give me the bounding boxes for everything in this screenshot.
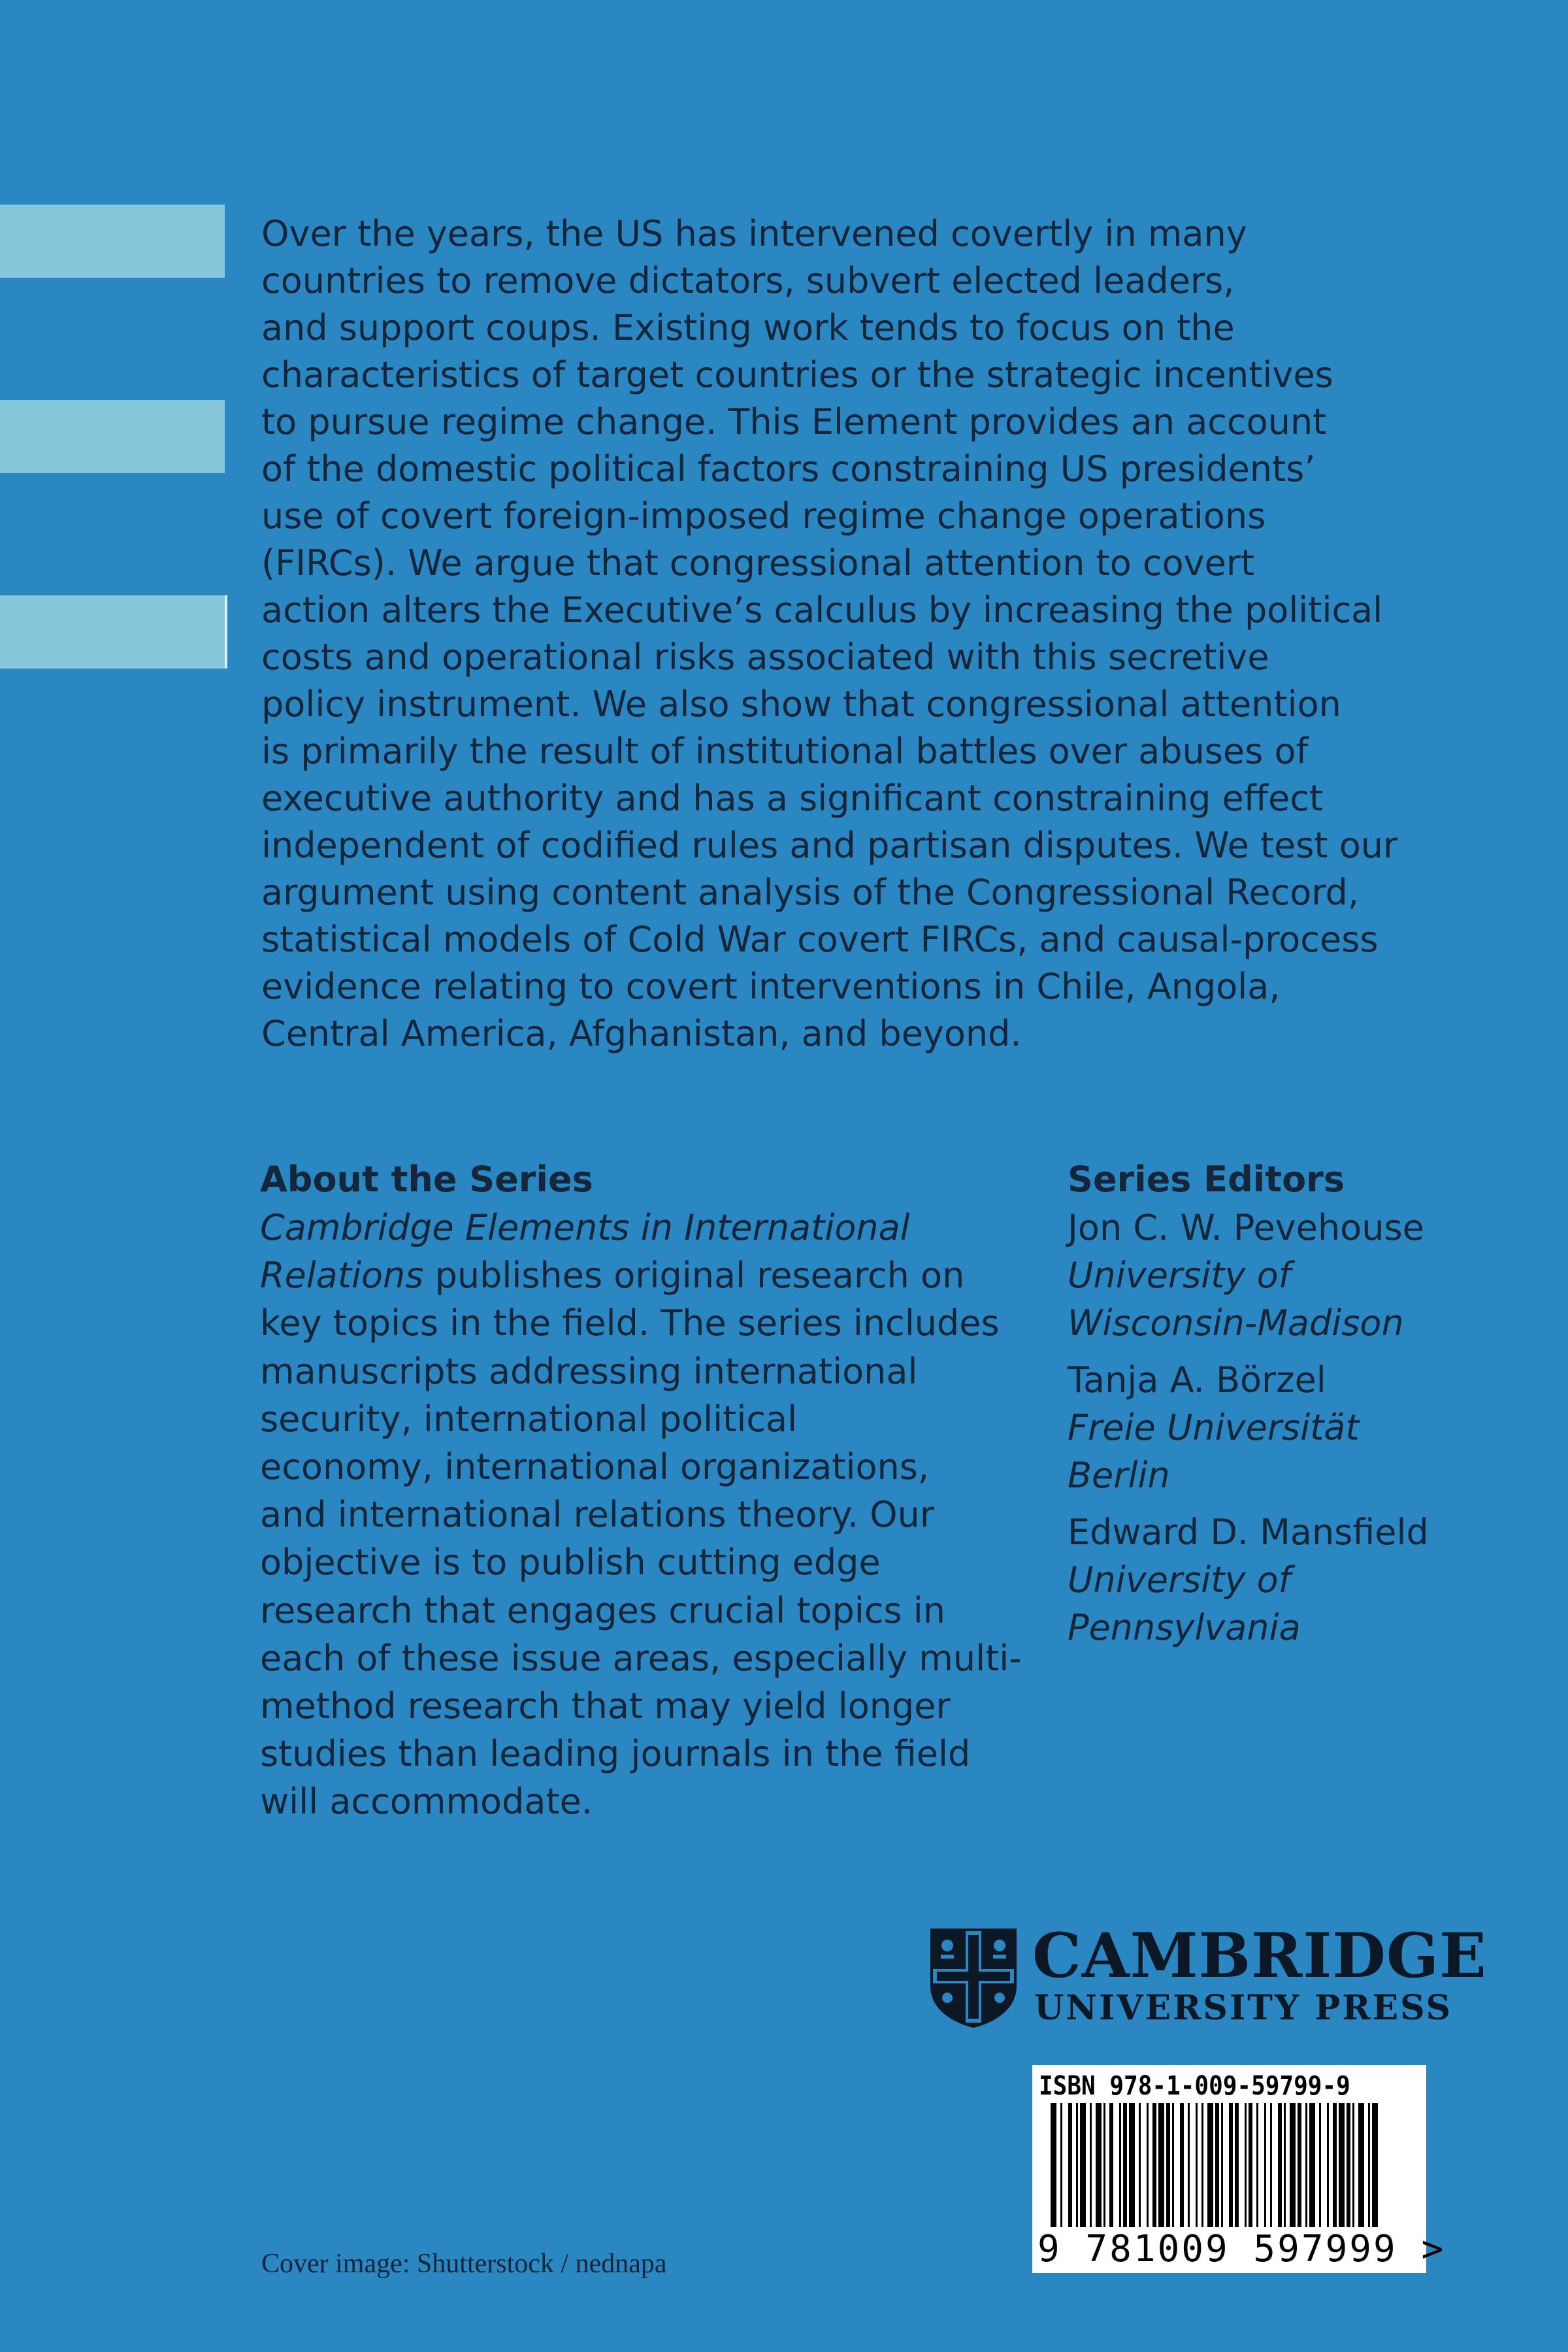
barcode-bar [1119, 2103, 1121, 2227]
barcode-bar [1060, 2103, 1062, 2227]
about-line: manuscripts addressing international [260, 1350, 918, 1392]
publisher-logo [928, 1920, 1487, 2032]
publisher-subname: UNIVERSITY PRESS [1034, 1988, 1453, 2028]
barcode-bar [1264, 2103, 1266, 2227]
blurb-line: action alters the Executive’s calculus by increasing the political [261, 589, 1383, 631]
editor-entry [1068, 1204, 1525, 1347]
blurb-line: policy instrument. We also show that congressional attention [261, 684, 1341, 725]
barcode-bar [1158, 2103, 1164, 2227]
barcode-bar [1245, 2103, 1247, 2227]
barcode-bar [1051, 2103, 1056, 2227]
blurb-line: and support coups. Existing work tends to focus on the [261, 307, 1235, 348]
barcode-bar [1352, 2103, 1354, 2227]
barcode-bar [1333, 2103, 1337, 2227]
barcode-bar [1196, 2103, 1198, 2227]
barcode-bar [1147, 2103, 1149, 2227]
blurb-line: characteristics of target countries or the strategic incentives [261, 354, 1333, 395]
barcode-bar [1152, 2103, 1156, 2227]
cover-image-credit: Cover image: Shutterstock / nednapa [261, 2249, 667, 2279]
series-editors [1068, 1155, 1525, 1661]
barcode-bar [1235, 2103, 1239, 2227]
blurb-line: executive authority and has a significant constraining effect [261, 778, 1324, 819]
barcode-bar [1298, 2103, 1301, 2227]
barcode-bar [1166, 2103, 1170, 2227]
editor-name: Edward D. Mansfield [1068, 1512, 1429, 1553]
blurb-line: to pursue regime change. This Element provides an account [261, 401, 1327, 442]
about-line: key topics in the field. The series includes [260, 1302, 1000, 1344]
editor-name: Jon C. W. Pevehouse [1068, 1207, 1424, 1248]
editor-affiliation: Berlin [1068, 1455, 1170, 1496]
barcode-bar [1188, 2103, 1190, 2227]
about-line: and international relations theory. Our [260, 1494, 935, 1536]
editor-entry [1068, 1356, 1525, 1499]
barcode-bar [1249, 2103, 1252, 2227]
barcode-bar [1172, 2103, 1174, 2227]
barcode-bar [1327, 2103, 1329, 2227]
editor-affiliation: Wisconsin-Madison [1068, 1302, 1404, 1344]
publisher-name: CAMBRIDGE [1032, 1920, 1487, 1992]
about-line: will accommodate. [260, 1781, 593, 1823]
barcode-bar [1139, 2103, 1141, 2227]
barcode-bar [1215, 2103, 1219, 2227]
about-line: each of these issue areas, especially multi- [260, 1637, 1022, 1679]
barcode-bar [1068, 2103, 1072, 2227]
isbn-barcode [1032, 2065, 1446, 2273]
barcode-bar [1090, 2103, 1092, 2227]
editor-affiliation: University of [1068, 1255, 1291, 1296]
cambridge-shield-icon [928, 1926, 1019, 2029]
blurb-line: (FIRCs). We argue that congressional attention to covert [261, 542, 1255, 584]
blurb-line: is primarily the result of institutional battles over abuses of [261, 731, 1309, 772]
blurb-line: independent of codified rules and partisan disputes. We test our [261, 825, 1398, 866]
barcode-bar [1129, 2103, 1135, 2227]
about-line: studies than leading journals in the field [260, 1733, 971, 1775]
blurb-line: of the domestic political factors constraining US presidents’ [261, 448, 1316, 489]
editor-affiliation: Pennsylvania [1068, 1607, 1301, 1648]
blurb-line: evidence relating to covert interventions in Chile, Angola, [261, 966, 1281, 1007]
about-the-series [260, 1155, 1044, 1826]
barcode-bar [1372, 2103, 1378, 2227]
barcode-bar [1180, 2103, 1184, 2227]
isbn-label: ISBN 978-1-009-59799-9 [1039, 2071, 1350, 2101]
barcode-bar [1109, 2103, 1113, 2227]
barcode-bar [1305, 2103, 1307, 2227]
about-line: economy, international organizations, [260, 1446, 930, 1488]
blurb-line: use of covert foreign-imposed regime change operations [261, 495, 1266, 537]
blurb-line: countries to remove dictators, subvert elected leaders, [261, 260, 1235, 301]
decorative-tab-2 [0, 400, 225, 473]
book-blurb [261, 210, 1437, 1057]
barcode-bar [1076, 2103, 1078, 2227]
barcode-bar [1207, 2103, 1213, 2227]
blurb-line: Over the years, the US has intervened covertly in many [261, 213, 1247, 254]
barcode-bar [1123, 2103, 1127, 2227]
about-line: research that engages crucial topics in [260, 1589, 945, 1631]
decorative-tab-3 [0, 595, 227, 669]
barcode-bar [1339, 2103, 1345, 2227]
barcode-bar [1201, 2103, 1203, 2227]
barcode-bar [1256, 2103, 1258, 2227]
barcode-bar [1278, 2103, 1282, 2227]
barcode-bar [1229, 2103, 1233, 2227]
barcode-bar [1347, 2103, 1350, 2227]
barcode-bar [1290, 2103, 1296, 2227]
barcode-bars-icon [1032, 2103, 1426, 2231]
editors-heading: Series Editors [1068, 1159, 1345, 1200]
blurb-line: Central America, Afghanistan, and beyond. [261, 1013, 1022, 1054]
decorative-tab-1 [0, 205, 225, 278]
barcode-bar [1270, 2103, 1272, 2227]
about-line: security, international political [260, 1398, 798, 1440]
about-line-rest: publishes original research on [423, 1255, 965, 1297]
blurb-line: argument using content analysis of the Congressional Record, [261, 872, 1359, 913]
about-line: objective is to publish cutting edge [260, 1542, 881, 1583]
barcode-bar [1319, 2103, 1321, 2227]
blurb-line: statistical models of Cold War covert FIRCs, and causal-process [261, 919, 1379, 960]
blurb-line: costs and operational risks associated with this secretive [261, 637, 1269, 678]
barcode-bar [1096, 2103, 1102, 2227]
barcode-bar [1080, 2103, 1086, 2227]
barcode-bar [1309, 2103, 1315, 2227]
barcode-bar [1358, 2103, 1364, 2227]
barcode-bar [1284, 2103, 1286, 2227]
editor-entry [1068, 1508, 1525, 1651]
about-line [260, 1251, 1044, 1299]
series-name-end: Relations [260, 1255, 424, 1297]
barcode-digits: 9 781009 597999 > [1037, 2228, 1446, 2270]
editor-affiliation: Freie Universität [1068, 1407, 1360, 1448]
about-heading: About the Series [260, 1159, 593, 1200]
barcode-bar [1103, 2103, 1105, 2227]
about-line: method research that may yield longer [260, 1685, 951, 1727]
series-name-line: Cambridge Elements in International [260, 1207, 910, 1248]
editor-affiliation: University of [1068, 1559, 1291, 1600]
editor-name: Tanja A. Börzel [1068, 1359, 1326, 1400]
barcode-bar [1221, 2103, 1223, 2227]
barcode-bar [1368, 2103, 1370, 2227]
